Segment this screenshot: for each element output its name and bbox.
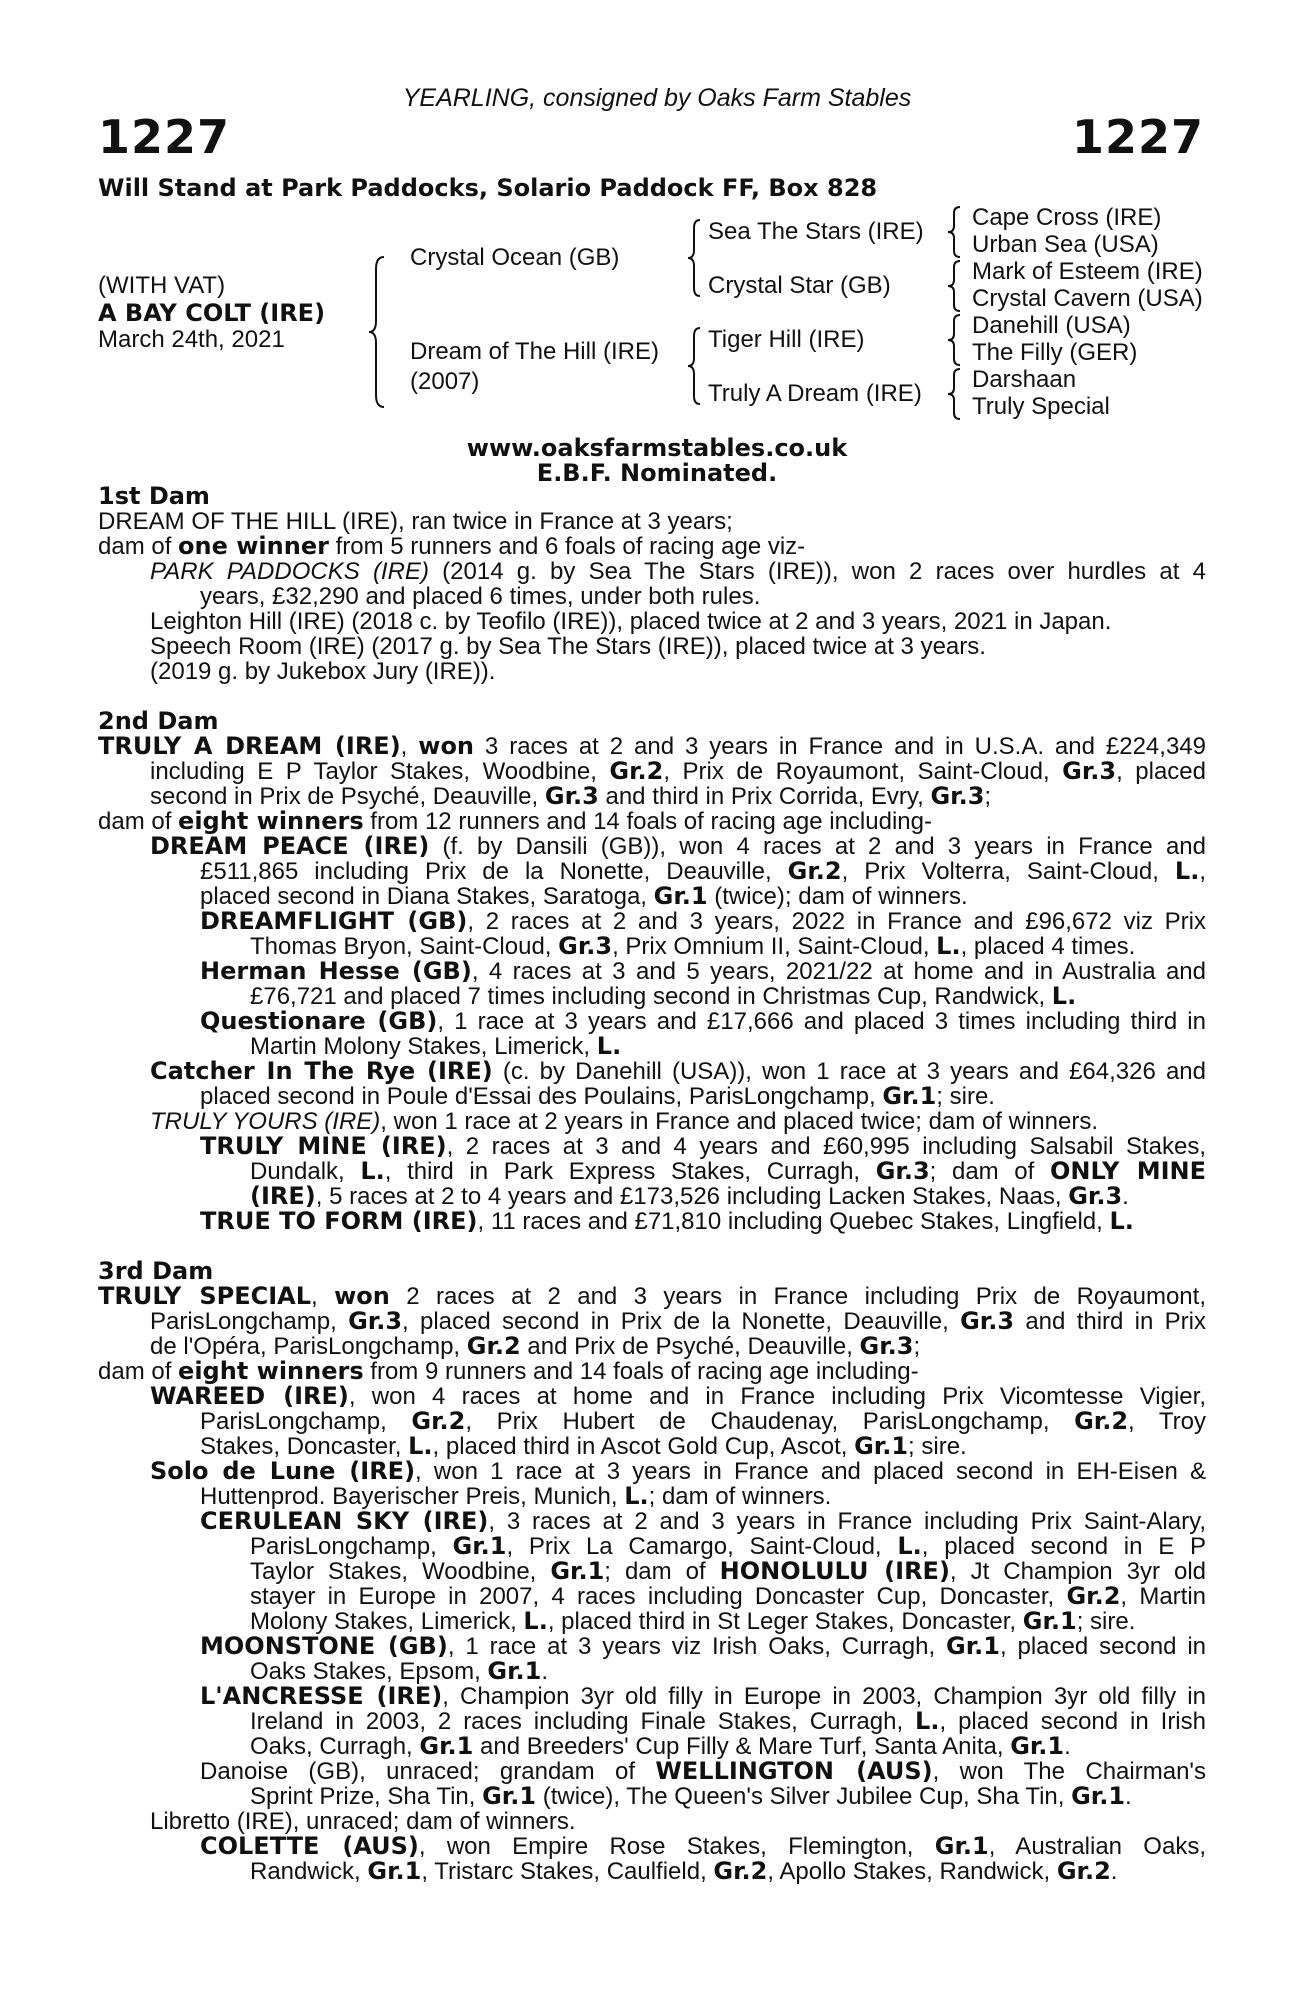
text-run: , Prix Volterra, Saint-Cloud, bbox=[841, 858, 1175, 885]
pedigree-brace-sire bbox=[686, 218, 706, 298]
bold-text: Gr.3 bbox=[544, 782, 599, 810]
vat-label: (WITH VAT) bbox=[98, 272, 226, 299]
text-run: stayer in Europe in 2007, 4 races including Doncaster Cup, Doncaster, bbox=[250, 1583, 1067, 1610]
bold-text: Questionare (GB) bbox=[200, 1007, 438, 1035]
text-run: . bbox=[1122, 1183, 1129, 1210]
bold-text: L. bbox=[596, 1032, 622, 1060]
text-line bbox=[250, 1784, 1132, 1809]
pedigree-gg-5: Danehill (USA) bbox=[972, 312, 1131, 339]
text-line bbox=[98, 509, 733, 534]
bold-text: L. bbox=[523, 1607, 548, 1635]
text-run: £76,721 and placed 7 times including second in Christmas Cup, Randwick, bbox=[250, 983, 1052, 1010]
text-run: Thomas Bryon, Saint-Cloud, bbox=[250, 933, 559, 960]
text-run: dam of bbox=[98, 533, 179, 560]
text-line bbox=[98, 1284, 1206, 1309]
bold-text: Gr.1 bbox=[487, 1657, 542, 1685]
text-run: , Prix de Royaumont, Saint-Cloud, bbox=[663, 758, 1063, 785]
bold-text: Gr.1 bbox=[367, 1857, 422, 1885]
subject-foaled: March 24th, 2021 bbox=[98, 326, 285, 353]
text-line bbox=[150, 759, 1206, 784]
pedigree-brace-gg2 bbox=[946, 259, 964, 313]
text-run: de l'Opéra, ParisLongchamp, bbox=[150, 1333, 467, 1360]
text-line bbox=[250, 1184, 1129, 1209]
bold-text: 1st Dam bbox=[98, 482, 210, 510]
text-line bbox=[200, 584, 760, 609]
text-run: Martin Molony Stakes, Limerick, bbox=[250, 1033, 597, 1060]
text-run: . bbox=[1110, 1858, 1118, 1885]
bold-text: Gr.2 bbox=[1074, 1407, 1129, 1435]
text-run: , bbox=[311, 1283, 335, 1310]
text-line bbox=[98, 1359, 919, 1384]
text-line bbox=[150, 834, 1206, 859]
pedigree-dam-sire: Tiger Hill (IRE) bbox=[708, 326, 865, 353]
text-run: ; bbox=[913, 1333, 921, 1360]
bold-text: L'ANCRESSE (IRE) bbox=[200, 1682, 443, 1710]
bold-text: eight winners bbox=[178, 807, 364, 835]
bold-text: DREAMFLIGHT (GB) bbox=[200, 907, 468, 935]
bold-text: L. bbox=[1174, 857, 1200, 885]
text-line bbox=[250, 1159, 1206, 1184]
pedigree-dam-dam: Truly A Dream (IRE) bbox=[708, 380, 922, 407]
text-run: , bbox=[1199, 858, 1206, 885]
text-run: ; dam of bbox=[604, 1558, 720, 1585]
bold-text: Gr.1 bbox=[946, 1632, 1000, 1660]
bold-text: HONOLULU (IRE) bbox=[719, 1557, 950, 1585]
text-line bbox=[250, 1709, 1206, 1734]
text-line bbox=[150, 634, 986, 659]
text-run: and Prix de Psyché, Deauville, bbox=[520, 1333, 860, 1360]
text-run: second in Prix de Psyché, Deauville, bbox=[150, 783, 545, 810]
text-run: (c. by Danehill (USA)), won 1 race at 3 years and £64,326 and bbox=[492, 1058, 1206, 1085]
text-run: , Apollo Stakes, Randwick, bbox=[767, 1858, 1057, 1885]
bold-text: Gr.3 bbox=[930, 782, 985, 810]
text-run: ; bbox=[984, 783, 992, 810]
text-run: , won Empire Rose Stakes, Flemington, bbox=[418, 1833, 935, 1860]
bold-text: Gr.2 bbox=[1056, 1857, 1111, 1885]
text-run: Libretto (IRE), unraced; dam of winners. bbox=[150, 1808, 576, 1835]
bold-text: Solo de Lune (IRE) bbox=[150, 1457, 416, 1485]
text-run: Molony Stakes, Limerick, bbox=[250, 1608, 524, 1635]
bold-text: ONLY MINE bbox=[1049, 1157, 1206, 1185]
text-run: , placed 4 times. bbox=[960, 933, 1136, 960]
pedigree-gg-6: The Filly (GER) bbox=[972, 339, 1138, 366]
text-line bbox=[98, 484, 210, 509]
text-run: and third in Prix bbox=[1014, 1308, 1207, 1335]
text-line bbox=[200, 1634, 1206, 1659]
text-run: , won The Chairman's bbox=[932, 1758, 1206, 1785]
text-run: , placed second in bbox=[999, 1633, 1207, 1660]
text-run: (f. by Dansili (GB)), won 4 races at 2 and 3 years in France and bbox=[429, 833, 1206, 860]
text-run: . bbox=[1064, 1733, 1071, 1760]
text-run: Speech Room (IRE) (2017 g. by Sea The Stars (IRE)), placed twice at 3 years. bbox=[150, 633, 986, 660]
pedigree-dam: Dream of The Hill (IRE) bbox=[410, 338, 659, 365]
text-line bbox=[200, 1509, 1206, 1534]
text-run: Ireland in 2003, 2 races including Finale Stakes, Curragh, bbox=[250, 1708, 916, 1735]
text-line bbox=[200, 1834, 1206, 1859]
bold-text: won bbox=[418, 732, 475, 760]
text-run: , Prix Hubert de Chaudenay, ParisLongchamp, bbox=[465, 1408, 1075, 1435]
bold-text: (IRE) bbox=[250, 1182, 316, 1210]
text-run: , 4 races at 3 and 5 years, 2021/22 at home and in Australia and bbox=[471, 958, 1206, 985]
text-line bbox=[200, 1084, 995, 1109]
text-run: 2 races at 2 and 3 years in France including Prix de Royaumont, bbox=[389, 1283, 1206, 1310]
bold-text: CERULEAN SKY (IRE) bbox=[200, 1507, 489, 1535]
text-run: ; sire. bbox=[936, 1083, 995, 1110]
text-run: placed second in Diana Stakes, Saratoga, bbox=[200, 883, 654, 910]
text-line bbox=[98, 1259, 213, 1284]
text-run: , third in Park Express Stakes, Curragh, bbox=[384, 1158, 876, 1185]
bold-text: Gr.1 bbox=[482, 1782, 537, 1810]
ebf-nominated: E.B.F. Nominated. bbox=[536, 459, 778, 487]
text-run: including E P Taylor Stakes, Woodbine, bbox=[150, 758, 610, 785]
bold-text: L. bbox=[915, 1707, 940, 1735]
italic-text: PARK PADDOCKS (IRE) bbox=[150, 558, 429, 585]
text-line bbox=[250, 1534, 1206, 1559]
pedigree-gg-2: Urban Sea (USA) bbox=[972, 231, 1159, 258]
text-run: ParisLongchamp, bbox=[250, 1533, 453, 1560]
text-line bbox=[250, 1734, 1071, 1759]
text-line bbox=[150, 1334, 920, 1359]
text-run: , won 1 race at 2 years in France and placed twice; dam of winners. bbox=[380, 1108, 1098, 1135]
text-run: from 5 runners and 6 foals of racing age viz- bbox=[328, 533, 806, 560]
text-run: dam of bbox=[98, 1358, 179, 1385]
bold-text: Gr.1 bbox=[882, 1082, 937, 1110]
text-run: Taylor Stakes, Woodbine, bbox=[250, 1558, 551, 1585]
text-line bbox=[150, 1109, 1098, 1134]
bold-text: Gr.1 bbox=[934, 1832, 989, 1860]
text-run: , placed second in E P bbox=[921, 1533, 1206, 1560]
text-line bbox=[250, 1584, 1206, 1609]
pedigree-brace-gg3 bbox=[946, 313, 964, 367]
bold-text: 3rd Dam bbox=[98, 1257, 214, 1285]
pedigree-gg-7: Darshaan bbox=[972, 366, 1077, 393]
text-line bbox=[150, 1059, 1206, 1084]
text-run: , placed third in Ascot Gold Cup, Ascot, bbox=[432, 1433, 855, 1460]
text-run: , Jt Champion 3yr old bbox=[949, 1558, 1206, 1585]
text-line bbox=[98, 709, 218, 734]
bold-text: L. bbox=[1051, 982, 1077, 1010]
bold-text: Gr.2 bbox=[1066, 1582, 1121, 1610]
bold-text: one winner bbox=[178, 532, 329, 560]
bold-text: Gr.1 bbox=[1071, 1782, 1126, 1810]
text-run: Randwick, bbox=[250, 1858, 368, 1885]
text-run: , won 4 races at home and in France including Prix Vicomtesse Vigier, bbox=[348, 1383, 1206, 1410]
bold-text: Gr.1 bbox=[419, 1732, 474, 1760]
text-line bbox=[200, 959, 1206, 984]
text-run: , 11 races and £71,810 including Quebec Stakes, Lingfield, bbox=[477, 1208, 1110, 1235]
pedigree-sire-sire: Sea The Stars (IRE) bbox=[708, 218, 924, 245]
text-run: (2014 g. by Sea The Stars (IRE)), won 2 races over hurdles at 4 bbox=[428, 558, 1206, 585]
bold-text: MOONSTONE (GB) bbox=[200, 1632, 448, 1660]
bold-text: Gr.3 bbox=[875, 1157, 930, 1185]
text-line bbox=[200, 1134, 1206, 1159]
text-run: Oaks Stakes, Epsom, bbox=[250, 1658, 488, 1685]
bold-text: Gr.1 bbox=[452, 1532, 507, 1560]
text-run: from 12 runners and 14 foals of racing age including- bbox=[363, 808, 932, 835]
text-run: . bbox=[541, 1658, 549, 1685]
text-run: , 3 races at 2 and 3 years in France including Prix Saint-Alary, bbox=[488, 1508, 1206, 1535]
text-run: (twice), The Queen's Silver Jubilee Cup, Sha Tin, bbox=[536, 1783, 1072, 1810]
text-run: , Tristarc Stakes, Caulfield, bbox=[421, 1858, 714, 1885]
bold-text: Gr.2 bbox=[466, 1332, 521, 1360]
text-run: , Martin bbox=[1120, 1583, 1207, 1610]
bold-text: Gr.1 bbox=[854, 1432, 909, 1460]
bold-text: DREAM PEACE (IRE) bbox=[150, 832, 430, 860]
text-line bbox=[150, 1309, 1206, 1334]
bold-text: L. bbox=[1109, 1207, 1134, 1235]
text-run: Dundalk, bbox=[250, 1158, 361, 1185]
bold-text: Gr.1 bbox=[1010, 1732, 1065, 1760]
text-run: Sprint Prize, Sha Tin, bbox=[250, 1783, 483, 1810]
text-run: , 2 races at 3 and 4 years and £60,995 including Salsabil Stakes, bbox=[446, 1133, 1206, 1160]
bold-text: won bbox=[334, 1282, 390, 1310]
text-run: Leighton Hill (IRE) (2018 c. by Teofilo (IRE)), placed twice at 2 and 3 years, 2021 in Japan. bbox=[150, 608, 1112, 635]
italic-text: TRULY YOURS (IRE) bbox=[150, 1108, 381, 1135]
pedigree-brace-main bbox=[366, 255, 390, 409]
website-link[interactable]: www.oaksfarmstables.co.uk bbox=[466, 434, 848, 462]
pedigree-brace-gg1 bbox=[946, 205, 964, 259]
bold-text: WELLINGTON (AUS) bbox=[655, 1757, 933, 1785]
text-run: and Breeders' Cup Filly & Mare Turf, Santa Anita, bbox=[473, 1733, 1011, 1760]
text-run: ParisLongchamp, bbox=[150, 1308, 349, 1335]
text-line bbox=[200, 909, 1206, 934]
text-line bbox=[200, 884, 968, 909]
pedigree-sire-dam: Crystal Star (GB) bbox=[708, 272, 891, 299]
text-run: ; sire. bbox=[1076, 1608, 1136, 1635]
bold-text: 2nd Dam bbox=[98, 707, 219, 735]
text-line bbox=[200, 859, 1206, 884]
pedigree-dam-year: (2007) bbox=[410, 368, 480, 395]
text-run: years, £32,290 and placed 6 times, under both rules. bbox=[200, 583, 761, 610]
text-run: . bbox=[1125, 1783, 1132, 1810]
text-line bbox=[98, 734, 1206, 759]
text-run: ; dam of bbox=[929, 1158, 1050, 1185]
bold-text: Gr.3 bbox=[558, 932, 613, 960]
text-run: , placed third in St Leger Stakes, Doncaster, bbox=[547, 1608, 1023, 1635]
text-line bbox=[250, 1559, 1206, 1584]
bold-text: Catcher In The Rye (IRE) bbox=[150, 1057, 493, 1085]
bold-text: eight winners bbox=[178, 1357, 364, 1385]
text-line bbox=[200, 1759, 1206, 1784]
text-run: , 2 races at 2 and 3 years, 2022 in France and £96,672 viz Prix bbox=[467, 908, 1207, 935]
bold-text: Gr.2 bbox=[713, 1857, 768, 1885]
text-run: , won 1 race at 3 years in France and placed second in EH-Eisen & bbox=[415, 1458, 1206, 1485]
bold-text: L. bbox=[936, 932, 961, 960]
bold-text: L. bbox=[408, 1432, 433, 1460]
bold-text: Gr.1 bbox=[550, 1557, 605, 1585]
text-run: placed second in Poule d'Essai des Poulains, ParisLongchamp, bbox=[200, 1083, 883, 1110]
text-line bbox=[250, 934, 1135, 959]
text-run: from 9 runners and 14 foals of racing age including- bbox=[363, 1358, 919, 1385]
text-run: (twice); dam of winners. bbox=[707, 883, 968, 910]
text-run: £511,865 including Prix de la Nonette, Deauville, bbox=[200, 858, 788, 885]
bold-text: Gr.3 bbox=[348, 1307, 403, 1335]
text-run: , placed bbox=[1116, 758, 1206, 785]
bold-text: TRULY MINE (IRE) bbox=[200, 1132, 447, 1160]
text-line bbox=[150, 559, 1206, 584]
pedigree-brace-gg4 bbox=[946, 367, 964, 421]
bold-text: L. bbox=[624, 1482, 649, 1510]
stand-location: Will Stand at Park Paddocks, Solario Paddock FF, Box 828 bbox=[98, 174, 878, 202]
text-run: , placed second in Prix de la Nonette, Deauville, bbox=[402, 1308, 961, 1335]
text-run: , Australian Oaks, bbox=[988, 1833, 1206, 1860]
text-line bbox=[150, 1809, 576, 1834]
bold-text: Herman Hesse (GB) bbox=[200, 957, 472, 985]
pedigree-sire: Crystal Ocean (GB) bbox=[410, 244, 620, 271]
text-run: , Prix La Camargo, Saint-Cloud, bbox=[506, 1533, 898, 1560]
text-run: 3 races at 2 and 3 years in France and in U.S.A. and £224,349 bbox=[474, 733, 1206, 760]
bold-text: COLETTE (AUS) bbox=[200, 1832, 419, 1860]
text-run: Huttenprod. Bayerischer Preis, Munich, bbox=[200, 1483, 625, 1510]
bold-text: Gr.3 bbox=[1062, 757, 1117, 785]
text-line bbox=[250, 1609, 1135, 1634]
lot-number-right: 1227 bbox=[1071, 110, 1204, 164]
text-run: , 1 race at 3 years and £17,666 and placed 3 times including third in bbox=[437, 1008, 1206, 1035]
bold-text: Gr.3 bbox=[859, 1332, 914, 1360]
text-run: , Prix Omnium II, Saint-Cloud, bbox=[612, 933, 937, 960]
bold-text: Gr.2 bbox=[787, 857, 842, 885]
text-run: Oaks, Curragh, bbox=[250, 1733, 420, 1760]
bold-text: TRULY SPECIAL bbox=[98, 1282, 312, 1310]
text-line bbox=[150, 1459, 1206, 1484]
text-line bbox=[150, 659, 495, 684]
text-line bbox=[200, 1484, 831, 1509]
bold-text: TRULY A DREAM (IRE) bbox=[98, 732, 401, 760]
subject-name: A BAY COLT (IRE) bbox=[98, 299, 326, 327]
text-run: and third in Prix Corrida, Evry, bbox=[598, 783, 931, 810]
text-run: DREAM OF THE HILL (IRE), ran twice in France at 3 years; bbox=[98, 508, 733, 535]
text-line bbox=[150, 784, 991, 809]
text-run: , 1 race at 3 years viz Irish Oaks, Curragh, bbox=[447, 1633, 946, 1660]
text-line bbox=[98, 534, 805, 559]
text-run: ; sire. bbox=[908, 1433, 967, 1460]
text-run: dam of bbox=[98, 808, 179, 835]
text-line bbox=[150, 609, 1111, 634]
bold-text: Gr.3 bbox=[1068, 1182, 1123, 1210]
text-run: , placed second in Irish bbox=[939, 1708, 1206, 1735]
text-run: , Troy bbox=[1128, 1408, 1206, 1435]
text-line bbox=[200, 1434, 967, 1459]
pedigree-gg-8: Truly Special bbox=[972, 393, 1110, 420]
text-line bbox=[250, 1859, 1117, 1884]
bold-text: Gr.2 bbox=[411, 1407, 466, 1435]
bold-text: WAREED (IRE) bbox=[150, 1382, 349, 1410]
bold-text: L. bbox=[360, 1157, 385, 1185]
text-line bbox=[250, 1034, 621, 1059]
lot-number-left: 1227 bbox=[98, 110, 231, 164]
pedigree-gg-4: Crystal Cavern (USA) bbox=[972, 285, 1203, 312]
text-run: (2019 g. by Jukebox Jury (IRE)). bbox=[150, 658, 496, 685]
bold-text: TRUE TO FORM (IRE) bbox=[200, 1207, 478, 1235]
bold-text: Gr.3 bbox=[960, 1307, 1015, 1335]
text-line bbox=[150, 1384, 1206, 1409]
text-run: , Champion 3yr old filly in Europe in 2003, Champion 3yr old filly in bbox=[442, 1683, 1206, 1710]
bold-text: L. bbox=[897, 1532, 922, 1560]
pedigree-brace-dam bbox=[686, 326, 706, 406]
text-line bbox=[250, 984, 1076, 1009]
text-line bbox=[200, 1409, 1206, 1434]
text-line bbox=[250, 1659, 548, 1684]
pedigree-gg-3: Mark of Esteem (IRE) bbox=[972, 258, 1203, 285]
bold-text: Gr.1 bbox=[1022, 1607, 1077, 1635]
text-line bbox=[200, 1209, 1134, 1234]
text-line bbox=[98, 809, 932, 834]
bold-text: Gr.2 bbox=[609, 757, 664, 785]
text-run: ; dam of winners. bbox=[648, 1483, 832, 1510]
pedigree-gg-1: Cape Cross (IRE) bbox=[972, 204, 1162, 231]
bold-text: Gr.1 bbox=[653, 882, 708, 910]
text-run: Danoise (GB), unraced; grandam of bbox=[200, 1758, 656, 1785]
text-run: , 5 races at 2 to 4 years and £173,526 including Lacken Stakes, Naas, bbox=[315, 1183, 1069, 1210]
text-run: , bbox=[400, 733, 419, 760]
text-line bbox=[200, 1009, 1206, 1034]
text-run: Stakes, Doncaster, bbox=[200, 1433, 409, 1460]
page-header: YEARLING, consigned by Oaks Farm Stables bbox=[402, 84, 912, 112]
text-run: ParisLongchamp, bbox=[200, 1408, 412, 1435]
text-line bbox=[200, 1684, 1206, 1709]
